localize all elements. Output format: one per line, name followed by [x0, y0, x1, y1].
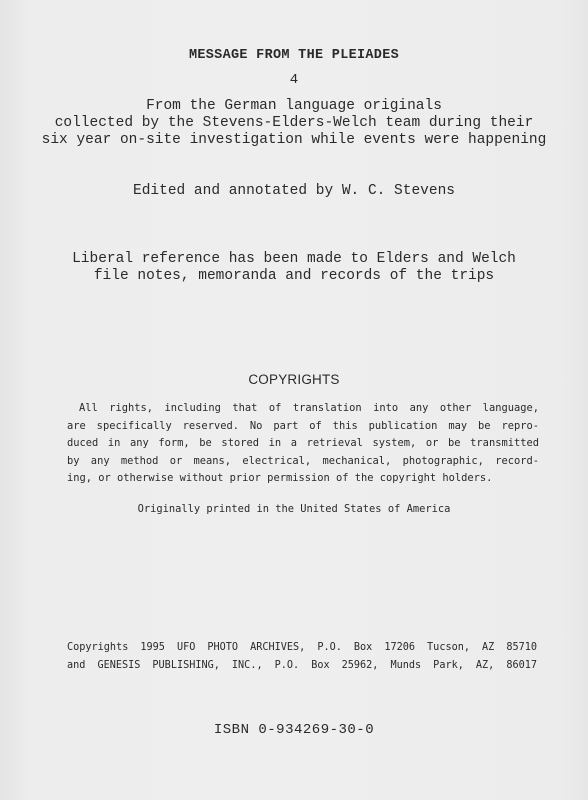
publisher-line: and GENESIS PUBLISHING, INC., P.O. Box 25962, Munds Park, AZ, 86017: [67, 660, 537, 671]
editor-credit: Edited and annotated by W. C. Stevens: [133, 183, 455, 199]
reference-line: Liberal reference has been made to Elders and Welch: [72, 251, 516, 267]
origin-statement: [0, 98, 588, 149]
rights-line: ing, or otherwise without prior permission of the copyright holders.: [67, 472, 493, 485]
rights-line: by any method or means, electrical, mechanical, photographic, record-: [67, 454, 539, 467]
rights-line: All rights, including that of translation into any other language,: [79, 402, 539, 414]
origin-line: collected by the Stevens-Elders-Welch team during their: [54, 115, 534, 131]
rights-line: duced in any form, be stored in a retrieval system, or be transmitted: [67, 437, 539, 450]
rights-paragraph: [67, 400, 539, 488]
isbn-number: ISBN 0-934269-30-0: [213, 722, 375, 738]
printed-in-statement: Originally printed in the United States of America: [137, 503, 451, 515]
copyright-heading: COPYRIGHTS: [248, 372, 340, 387]
volume-number: 4: [289, 72, 299, 88]
reference-line: file notes, memoranda and records of the trips: [93, 268, 495, 284]
publisher-block: [67, 639, 537, 675]
origin-line: six year on-site investigation while events were happening: [41, 132, 547, 148]
rights-line: are specifically reserved. No part of this publication may be repro-: [67, 419, 539, 432]
reference-statement: [0, 251, 588, 285]
origin-line: From the German language originals: [146, 98, 442, 114]
publisher-line: Copyrights 1995 UFO PHOTO ARCHIVES, P.O. Box 17206 Tucson, AZ 85710: [67, 642, 537, 653]
book-title: MESSAGE FROM THE PLEIADES: [188, 48, 400, 63]
